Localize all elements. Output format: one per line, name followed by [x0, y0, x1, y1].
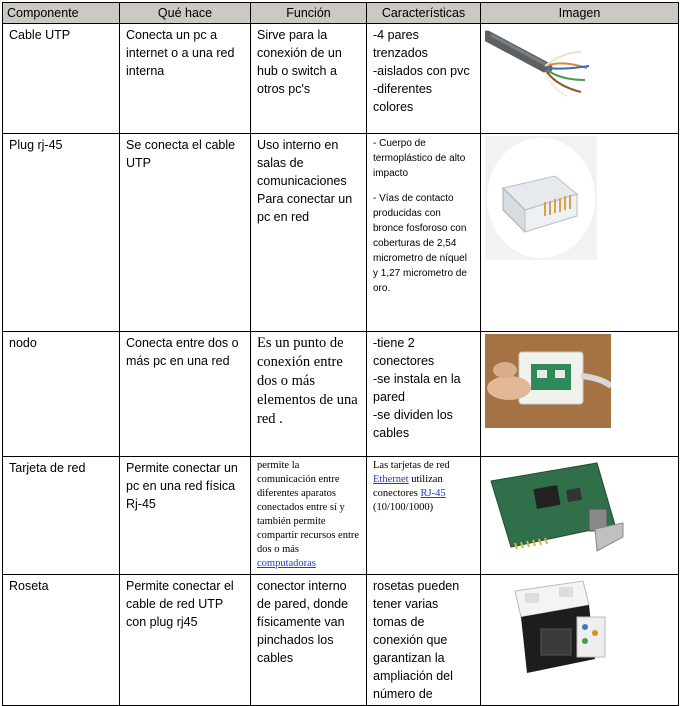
cell-caracteristicas [367, 24, 481, 134]
caract-line: - Vías de contacto producidas con bronce fosforoso con coberturas de 2,54 micrometro de níquel y 1,27 micrometro de oro. [373, 193, 467, 294]
caract-line: -se dividen los cables [373, 408, 453, 440]
rj45-link[interactable]: RJ-45 [420, 488, 446, 499]
cell-imagen [481, 24, 679, 134]
cell-componente: nodo [3, 332, 120, 457]
cell-caracteristicas [367, 134, 481, 332]
cell-componente: Cable UTP [3, 24, 120, 134]
table-row [3, 457, 679, 575]
cell-imagen [481, 575, 679, 706]
ethernet-link[interactable]: Ethernet [373, 474, 409, 485]
table-row [3, 332, 679, 457]
cell-funcion: Sirve para la conexión de un hub o switch a otros pc's [251, 24, 367, 134]
caract-line: -aislados con pvc [373, 64, 470, 78]
wall-socket-photo-icon [485, 577, 621, 689]
que-hace-extra: Rj-45 [126, 497, 156, 511]
header-que-hace: Qué hace [120, 3, 251, 24]
utp-cable-photo-icon [485, 26, 595, 98]
caract-line: -diferentes colores [373, 82, 433, 114]
cell-funcion [251, 457, 367, 575]
caract-line: -tiene 2 conectores [373, 336, 435, 368]
caract-line: - Cuerpo de termoplástico de alto impacto [373, 138, 466, 179]
cell-funcion: Uso interno en salas de comunicaciones Para conectar un pc en red [251, 134, 367, 332]
network-card-photo-icon [485, 459, 625, 563]
que-hace-text: Permite conectar un pc en una red física [126, 461, 238, 493]
cell-componente: Roseta [3, 575, 120, 706]
table-row [3, 134, 679, 332]
cell-componente: Tarjeta de red [3, 457, 120, 575]
funcion-text: permite la comunicación entre diferentes aparatos conectados entre sí y también permite compartir recursos entre dos o más [257, 460, 360, 555]
table-row [3, 24, 679, 134]
cell-imagen [481, 457, 679, 575]
cell-que-hace: Se conecta el cable UTP [120, 134, 251, 332]
caract-line: -4 pares trenzados [373, 28, 428, 60]
cell-que-hace: Conecta entre dos o más pc en una red [120, 332, 251, 457]
components-table [2, 2, 679, 706]
cell-funcion: Es un punto de conexión entre dos o más elementos de una red . [251, 332, 367, 457]
header-funcion: Función [251, 3, 367, 24]
cell-que-hace: Conecta un pc a internet o a una red interna [120, 24, 251, 134]
cell-imagen [481, 134, 679, 332]
cell-que-hace [120, 457, 251, 575]
caract-text: (10/100/1000) [373, 502, 434, 513]
cell-caracteristicas [367, 457, 481, 575]
cell-funcion: conector interno de pared, donde físicamente van pinchados los cables [251, 575, 367, 706]
header-row [3, 3, 679, 24]
network-node-photo-icon [485, 334, 611, 428]
caract-text: Las tarjetas de red [373, 460, 450, 471]
table-row [3, 575, 679, 706]
caract-line: -se instala en la pared [373, 372, 461, 404]
rj45-plug-photo-icon [485, 136, 597, 260]
cell-que-hace: Permite conectar el cable de red UTP con plug rj45 [120, 575, 251, 706]
caract-text: utilizan conectores [373, 474, 443, 499]
header-componente: Componente [3, 3, 120, 24]
cell-imagen [481, 332, 679, 457]
header-imagen: Imagen [481, 3, 679, 24]
cell-caracteristicas [367, 332, 481, 457]
header-caracteristicas: Características [367, 3, 481, 24]
computadoras-link[interactable]: computadoras [257, 558, 316, 569]
cell-caracteristicas: rosetas pueden tener varias tomas de conexión que garantizan la ampliación del número de [367, 575, 481, 706]
cell-componente: Plug rj-45 [3, 134, 120, 332]
